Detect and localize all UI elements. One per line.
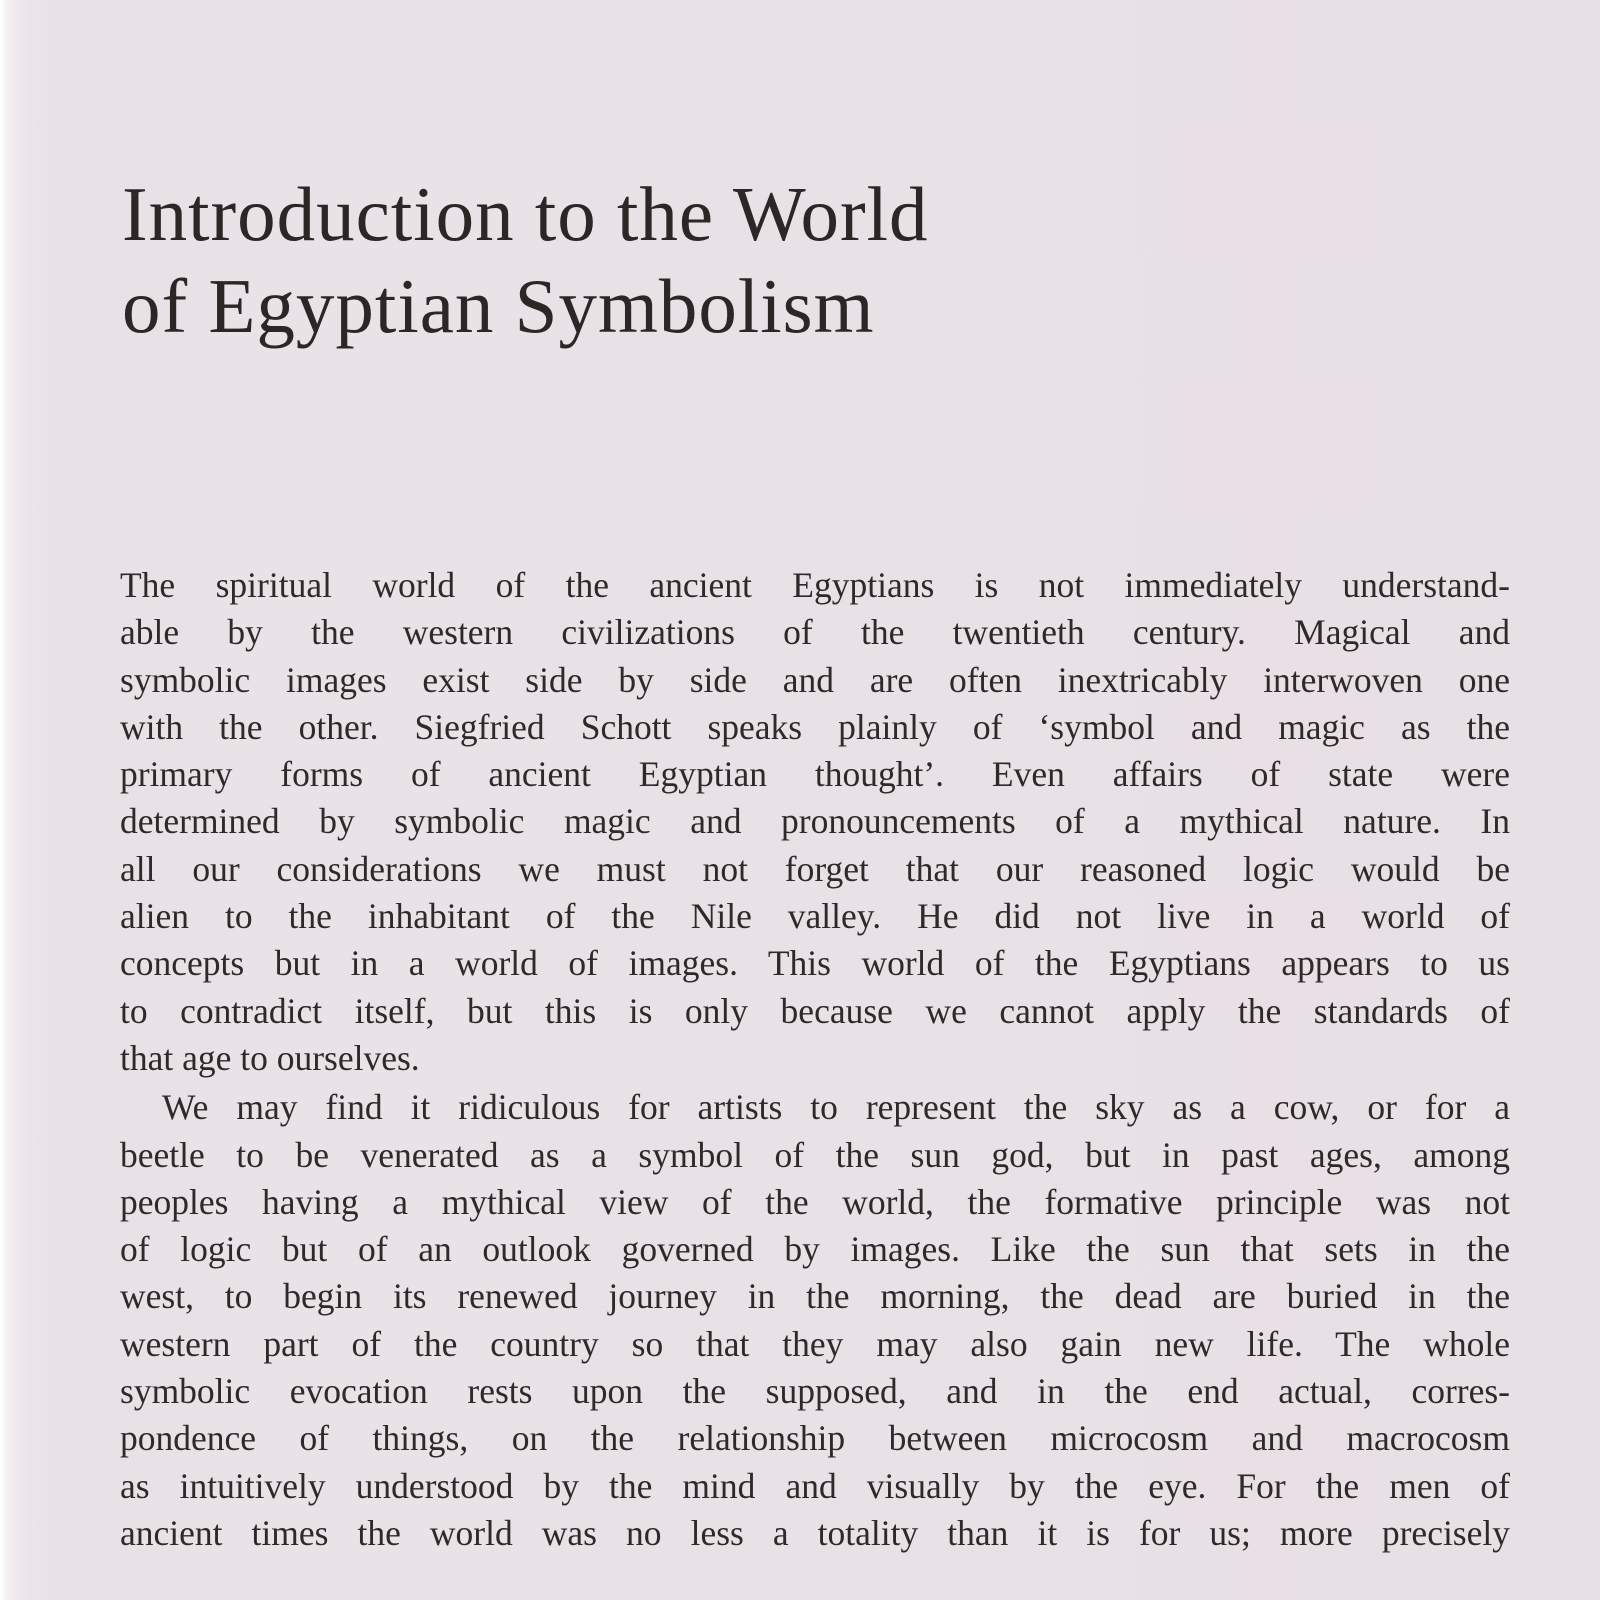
text-line: concepts but in a world of images. This world of the Egyptians appears to us xyxy=(120,943,1510,984)
text-line: peoples having a mythical view of the world, the formative principle was not xyxy=(120,1181,1510,1222)
text-line: We may find it ridiculous for artists to represent the sky as a cow, or for a xyxy=(162,1087,1510,1128)
text-line: able by the western civilizations of the twentieth century. Magical and xyxy=(120,612,1510,653)
text-line: determined by symbolic magic and pronouncements of a mythical nature. In xyxy=(120,801,1510,842)
chapter-title-line: Introduction to the World xyxy=(122,171,929,257)
text-line: primary forms of ancient Egyptian thought’. Even affairs of state were xyxy=(120,754,1510,795)
text-line: symbolic evocation rests upon the supposed, and in the end actual, corres- xyxy=(120,1371,1510,1412)
text-line: to contradict itself, but this is only because we cannot apply the standards of xyxy=(120,990,1510,1031)
text-line: of logic but of an outlook governed by images. Like the sun that sets in the xyxy=(120,1229,1510,1270)
paragraph xyxy=(120,1084,1510,1557)
text-line: that age to ourselves. xyxy=(120,1037,420,1078)
chapter-title xyxy=(122,168,1122,352)
chapter-title-line: of Egyptian Symbolism xyxy=(122,263,875,349)
text-line: western part of the country so that they may also gain new life. The whole xyxy=(120,1323,1510,1364)
text-line: all our considerations we must not forget that our reasoned logic would be xyxy=(120,848,1510,889)
text-line: alien to the inhabitant of the Nile valley. He did not live in a world of xyxy=(120,896,1510,937)
text-line: pondence of things, on the relationship between microcosm and macrocosm xyxy=(120,1418,1510,1459)
paragraph xyxy=(120,562,1510,1082)
text-line: with the other. Siegfried Schott speaks plainly of ‘symbol and magic as the xyxy=(120,706,1510,747)
text-line: The spiritual world of the ancient Egyptians is not immediately understand- xyxy=(120,565,1510,605)
text-line: symbolic images exist side by side and are often inextricably interwoven one xyxy=(120,659,1510,700)
text-line: west, to begin its renewed journey in the morning, the dead are buried in the xyxy=(120,1276,1510,1317)
text-line: beetle to be venerated as a symbol of the sun god, but in past ages, among xyxy=(120,1134,1510,1175)
text-line: ancient times the world was no less a totality than it is for us; more precisely xyxy=(120,1512,1510,1553)
body-text xyxy=(120,562,1510,1557)
page-gutter xyxy=(0,0,18,1600)
text-line: as intuitively understood by the mind and visually by the eye. For the men of xyxy=(120,1465,1510,1506)
